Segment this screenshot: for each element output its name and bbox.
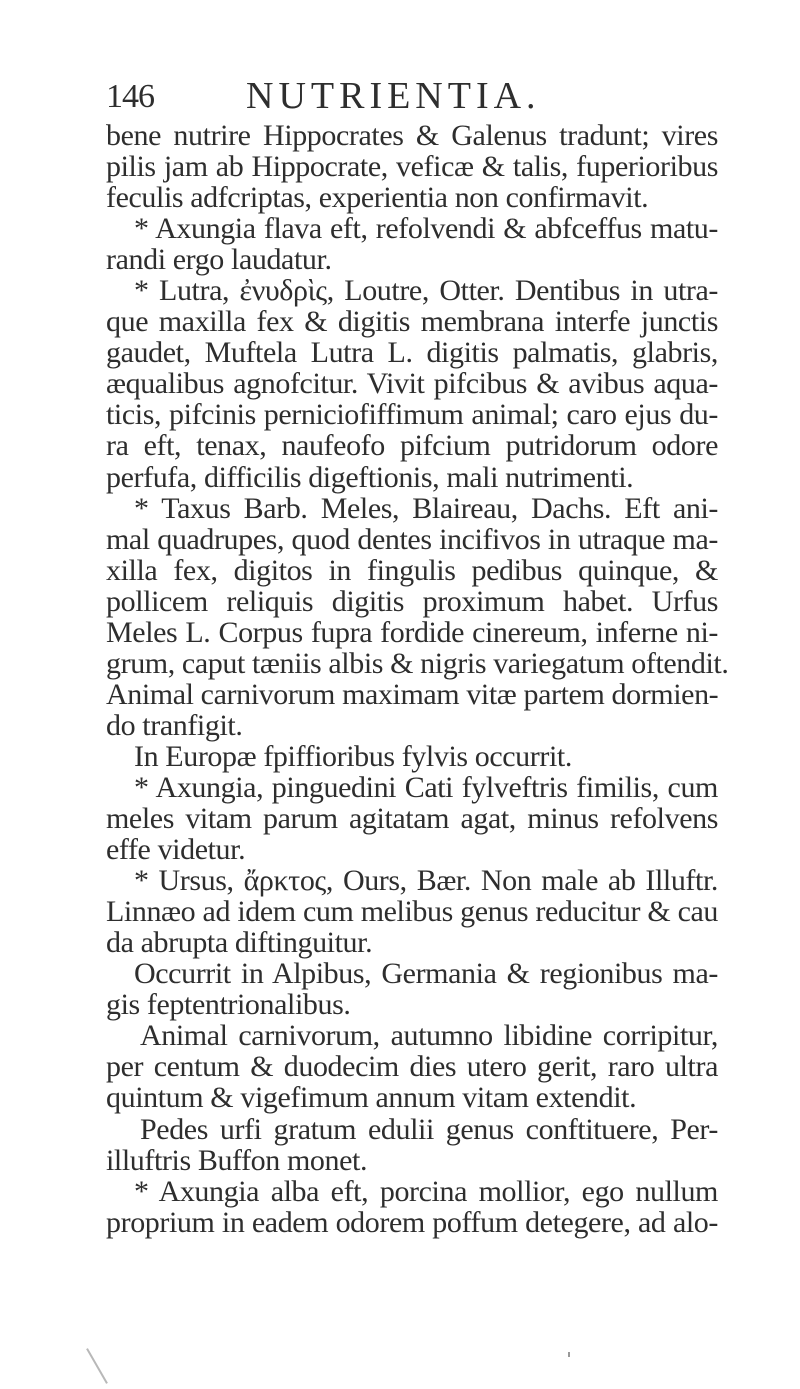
text-line: ticis, pifcinis perniciofiffimum animal; caro ejus du- — [106, 398, 718, 432]
text-line: xilla fex, digitos in fingulis pedibus quinque, & — [106, 553, 718, 587]
text-line: randi ergo laudatur. — [106, 243, 332, 277]
text-line: In Europæ fpiffioribus fylvis occurrit. — [134, 739, 572, 773]
text-line: æqualibus agnofcitur. Vivit pifcibus & avibus aqua- — [106, 367, 718, 401]
text-line: ra eft, tenax, naufeofo pifcium putridorum odore — [106, 429, 718, 463]
page-number: 146 — [106, 78, 154, 115]
text-line: feculis adfcriptas, experientia non confirmavit. — [106, 181, 649, 215]
text-line: per centum & duodecim dies utero gerit, raro ultra — [106, 1050, 718, 1084]
text-line: Animal carnivorum maximam vitæ partem dormien- — [106, 677, 719, 711]
body-text — [106, 119, 729, 1239]
text-line: grum, caput tæniis albis & nigris variegatum oftendit. — [106, 646, 729, 680]
page-edge-mark — [86, 1348, 108, 1384]
text-line: illuftris Buffon monet. — [106, 1143, 368, 1177]
text-line: Occurrit in Alpibus, Germania & regionibus ma- — [134, 957, 718, 991]
text-line: pilis jam ab Hippocrate, veficæ & talis, fuperioribus — [106, 150, 718, 184]
running-title: NUTRIENTIA. — [246, 75, 541, 117]
text-line: meles vitam parum agitatam agat, minus refolvens — [106, 802, 718, 836]
text-line: Animal carnivorum, autumno libidine corripitur, — [140, 1019, 718, 1053]
page-header — [0, 74, 800, 124]
text-line: * Taxus Barb. Meles, Blaireau, Dachs. Eft ani- — [134, 491, 718, 525]
text-line: * Axungia alba eft, porcina mollior, ego nullum — [134, 1174, 718, 1208]
text-line: mal quadrupes, quod dentes incifivos in utraque ma- — [106, 522, 718, 556]
text-line: Linnæo ad idem cum melibus genus reducitur & cau — [106, 895, 718, 929]
text-line: quintum & vigefimum annum vitam extendit. — [106, 1081, 637, 1115]
text-line: perfufa, difficilis digeftionis, mali nutrimenti. — [106, 460, 634, 494]
text-line: Pedes urfi gratum edulii genus conftituere, Per- — [140, 1112, 718, 1146]
text-line: Meles L. Corpus fupra fordide cinereum, inferne ni- — [106, 615, 718, 649]
text-line: * Axungia flava eft, refolvendi & abfceffus matu- — [134, 212, 718, 246]
text-line: gaudet, Muftela Lutra L. digitis palmatis, glabris, — [106, 336, 718, 370]
ink-speck — [568, 1352, 570, 1357]
text-line: proprium in eadem odorem poffum detegere, ad alo- — [106, 1205, 718, 1239]
text-line: effe videtur. — [106, 833, 246, 867]
text-line: da abrupta diftinguitur. — [106, 926, 373, 960]
text-line: * Ursus, ἄρκτος, Ours, Bær. Non male ab Illuftr. — [134, 864, 718, 898]
text-line: * Axungia, pinguedini Cati fylveftris fimilis, cum — [134, 770, 718, 804]
text-line: do tranfigit. — [106, 708, 243, 742]
text-line: gis feptentrionalibus. — [106, 988, 351, 1022]
text-line: * Lutra, ἐνυδρὶς, Loutre, Otter. Dentibus in utra- — [134, 274, 718, 308]
text-line: bene nutrire Hippocrates & Galenus tradunt; vires — [106, 119, 718, 152]
text-line: que maxilla fex & digitis membrana interfe junctis — [106, 305, 718, 339]
text-line: pollicem reliquis digitis proximum habet. Urfus — [106, 584, 718, 618]
